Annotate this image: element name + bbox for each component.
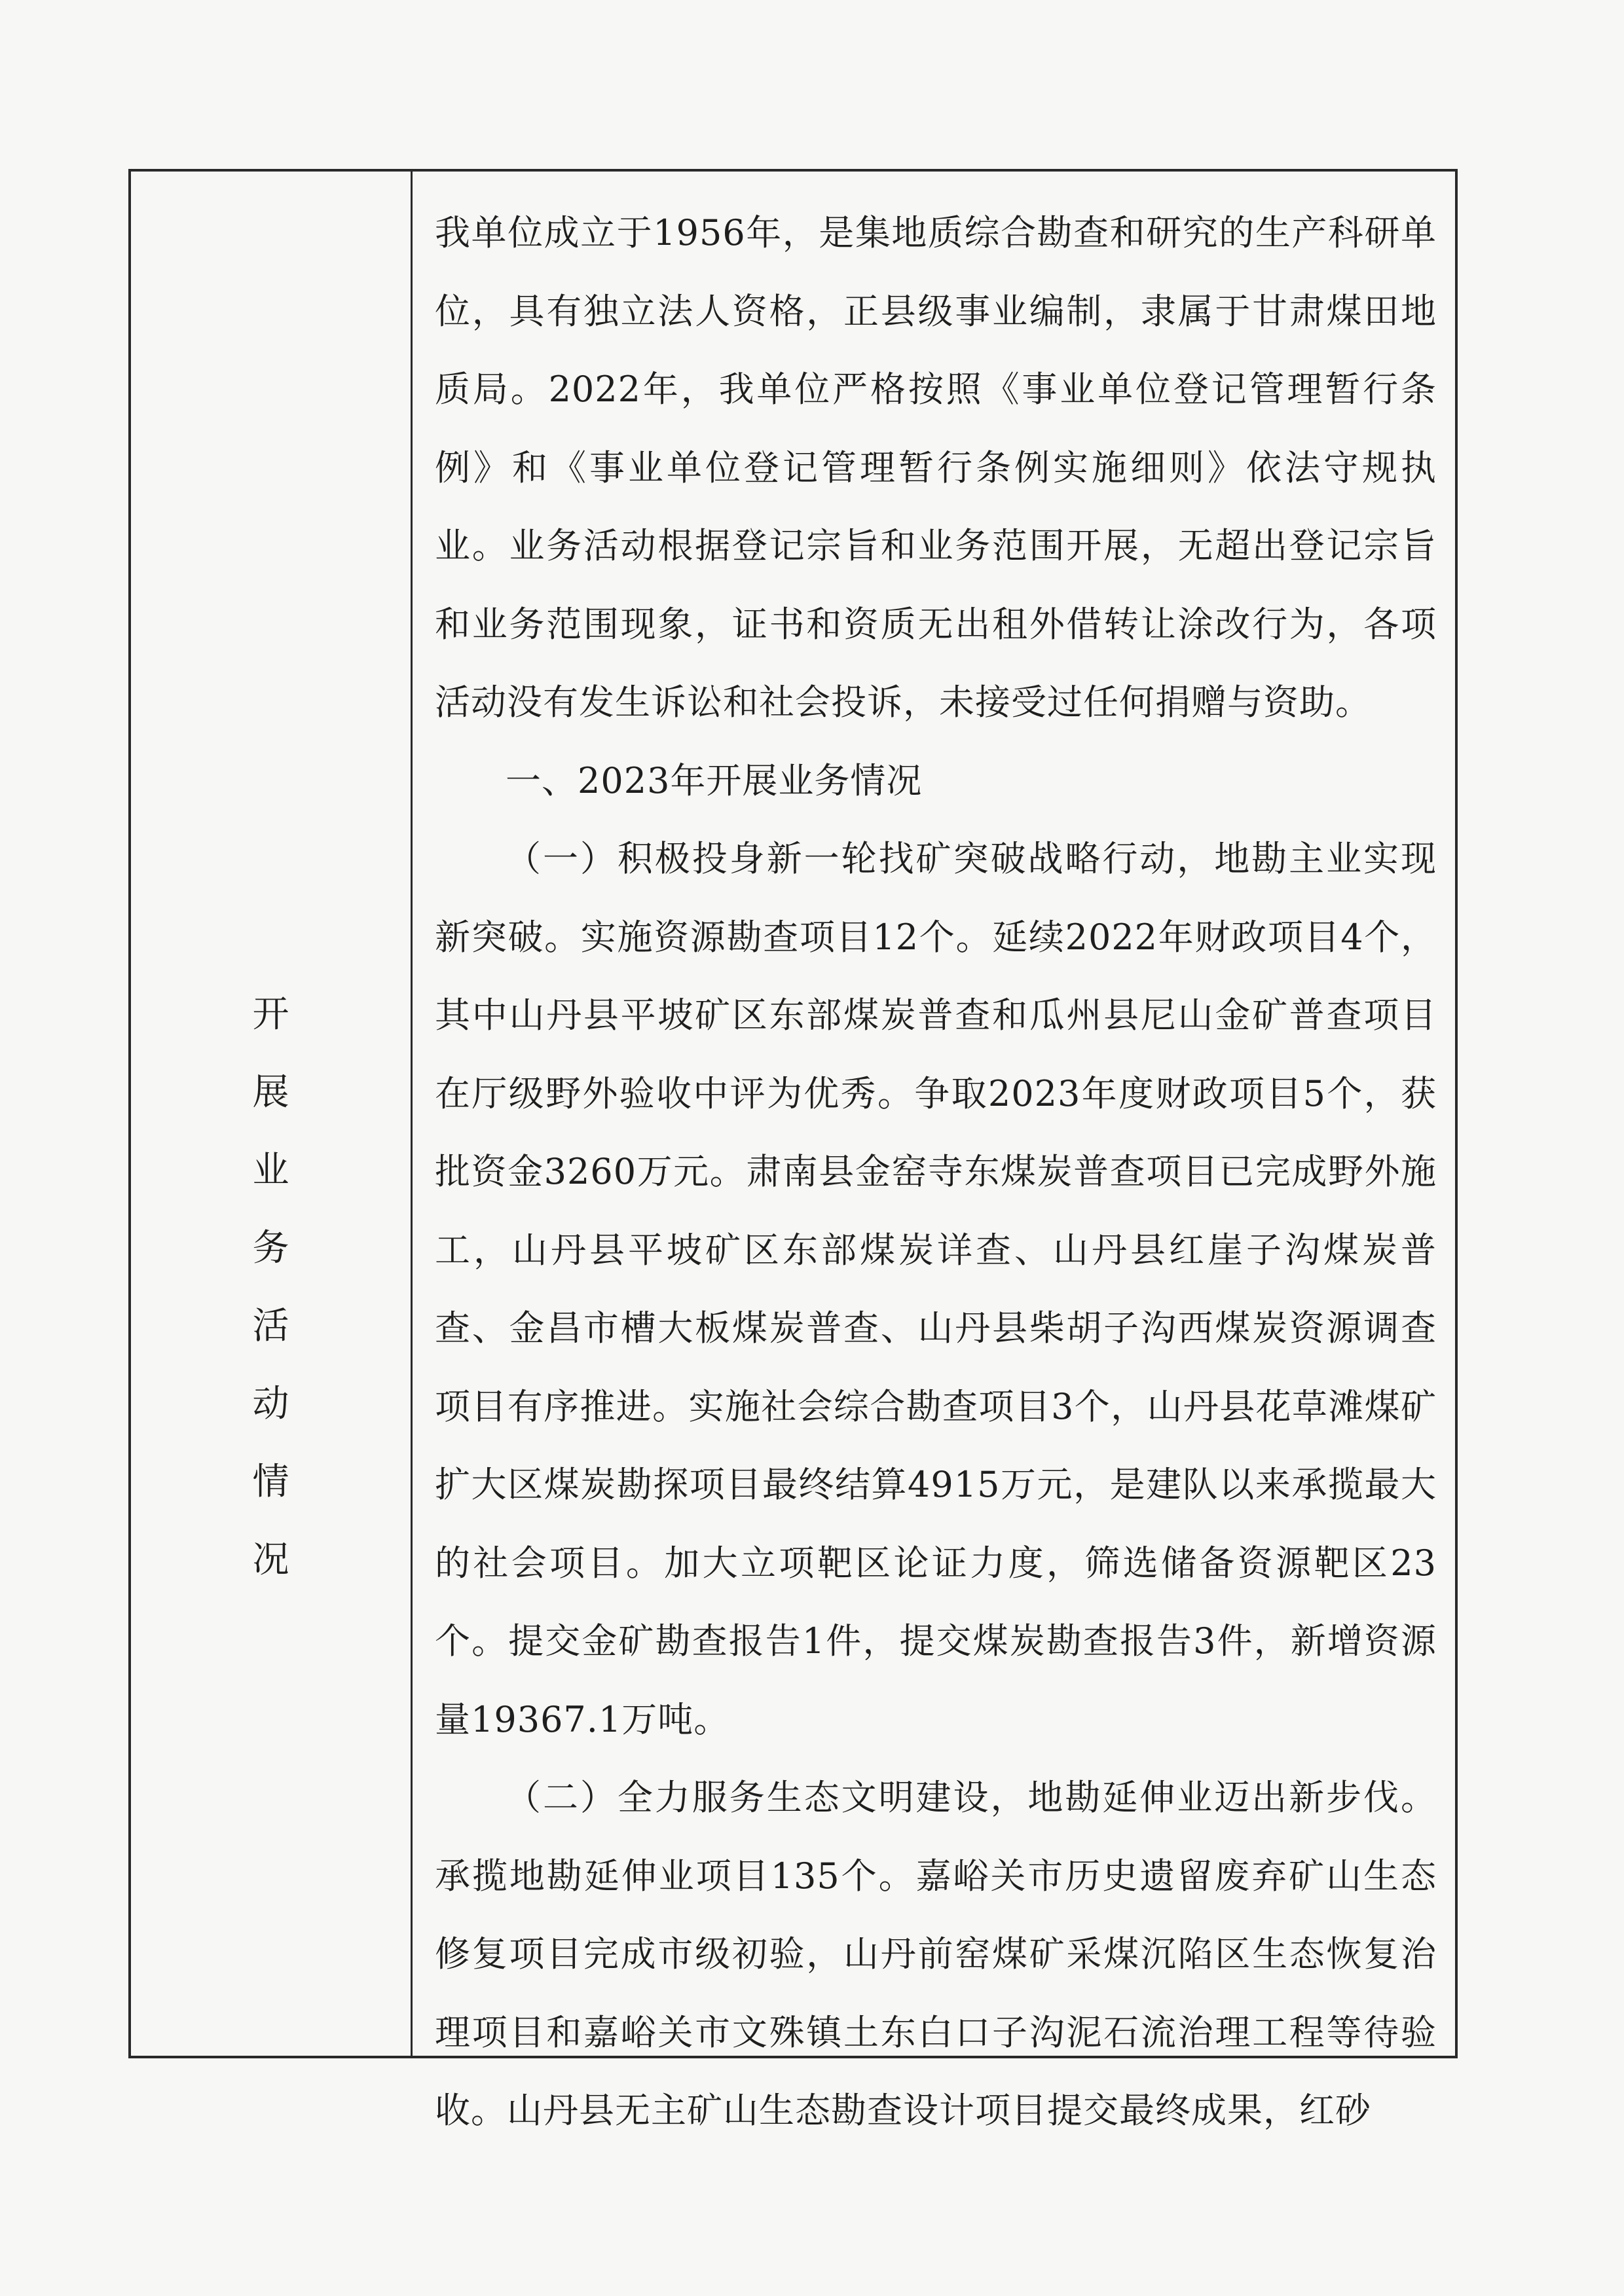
section-label-char: 业: [252, 1149, 289, 1192]
section-label-cell: [131, 172, 413, 2056]
section-heading: 一、2023年开展业务情况: [506, 759, 923, 801]
intro-paragraph: 我单位成立于1956年，是集地质综合勘查和研究的生产科研单位，具有独立法人资格，正县级事业编制，隶属于甘肃煤田地质局。2022年，我单位严格按照《事业单位登记管理暂行条例》和《事业单位登记管理暂行条例实施细则》依法守规执业。业务活动根据登记宗旨和业务范围开展，无超出登记宗旨和业务范围现象，证书和资质无出租外借转让涂改行为，各项活动没有发生诉讼和社会投诉，未接受过任何捐赠与资助。: [435, 212, 1437, 723]
section-label-char: 活: [252, 1305, 289, 1347]
section-label-char: 开: [252, 993, 289, 1036]
section-label-char: 务: [252, 1227, 289, 1269]
section-label-char: 况: [252, 1539, 289, 1581]
section-label-char: 动: [252, 1383, 289, 1425]
section-label-char: 情: [252, 1461, 289, 1503]
item-paragraph-1: （一）积极投身新一轮找矿突破战略行动，地勘主业实现新突破。实施资源勘查项目12个。延续2022年财政项目4个，其中山丹县平坡矿区东部煤炭普查和瓜州县尼山金矿普查项目在厅级野外验收中评为优秀。争取2023年度财政项目5个，获批资金3260万元。肃南县金窑寺东煤炭普查项目已完成野外施工，山丹县平坡矿区东部煤炭详查、山丹县红崖子沟煤炭普查、金昌市槽大板煤炭普查、山丹县柴胡子沟西煤炭资源调查项目有序推进。实施社会综合勘查项目3个，山丹县花草滩煤矿扩大区煤炭勘探项目最终结算4915万元，是建队以来承揽最大的社会项目。加大立项靶区论证力度，筛选储备资源靶区23个。提交金矿勘查报告1件，提交煤炭勘查报告3件，新增资源量19367.1万吨。: [435, 838, 1437, 1740]
section-label-char: 展: [252, 1071, 289, 1114]
report-table: [128, 169, 1458, 2131]
section-label: [131, 975, 411, 1599]
item-paragraph-2: （二）全力服务生态文明建设，地勘延伸业迈出新步伐。承揽地勘延伸业项目135个。嘉峪关市历史遗留废弃矿山生态修复项目完成市级初验，山丹前窑煤矿采煤沉陷区生态恢复治理项目和嘉峪关市文殊镇土东白口子沟泥石流治理工程等待验收。山丹县无主矿山生态勘查设计项目提交最终成果，红砂: [435, 1777, 1437, 2131]
content-cell: [413, 172, 1455, 2131]
